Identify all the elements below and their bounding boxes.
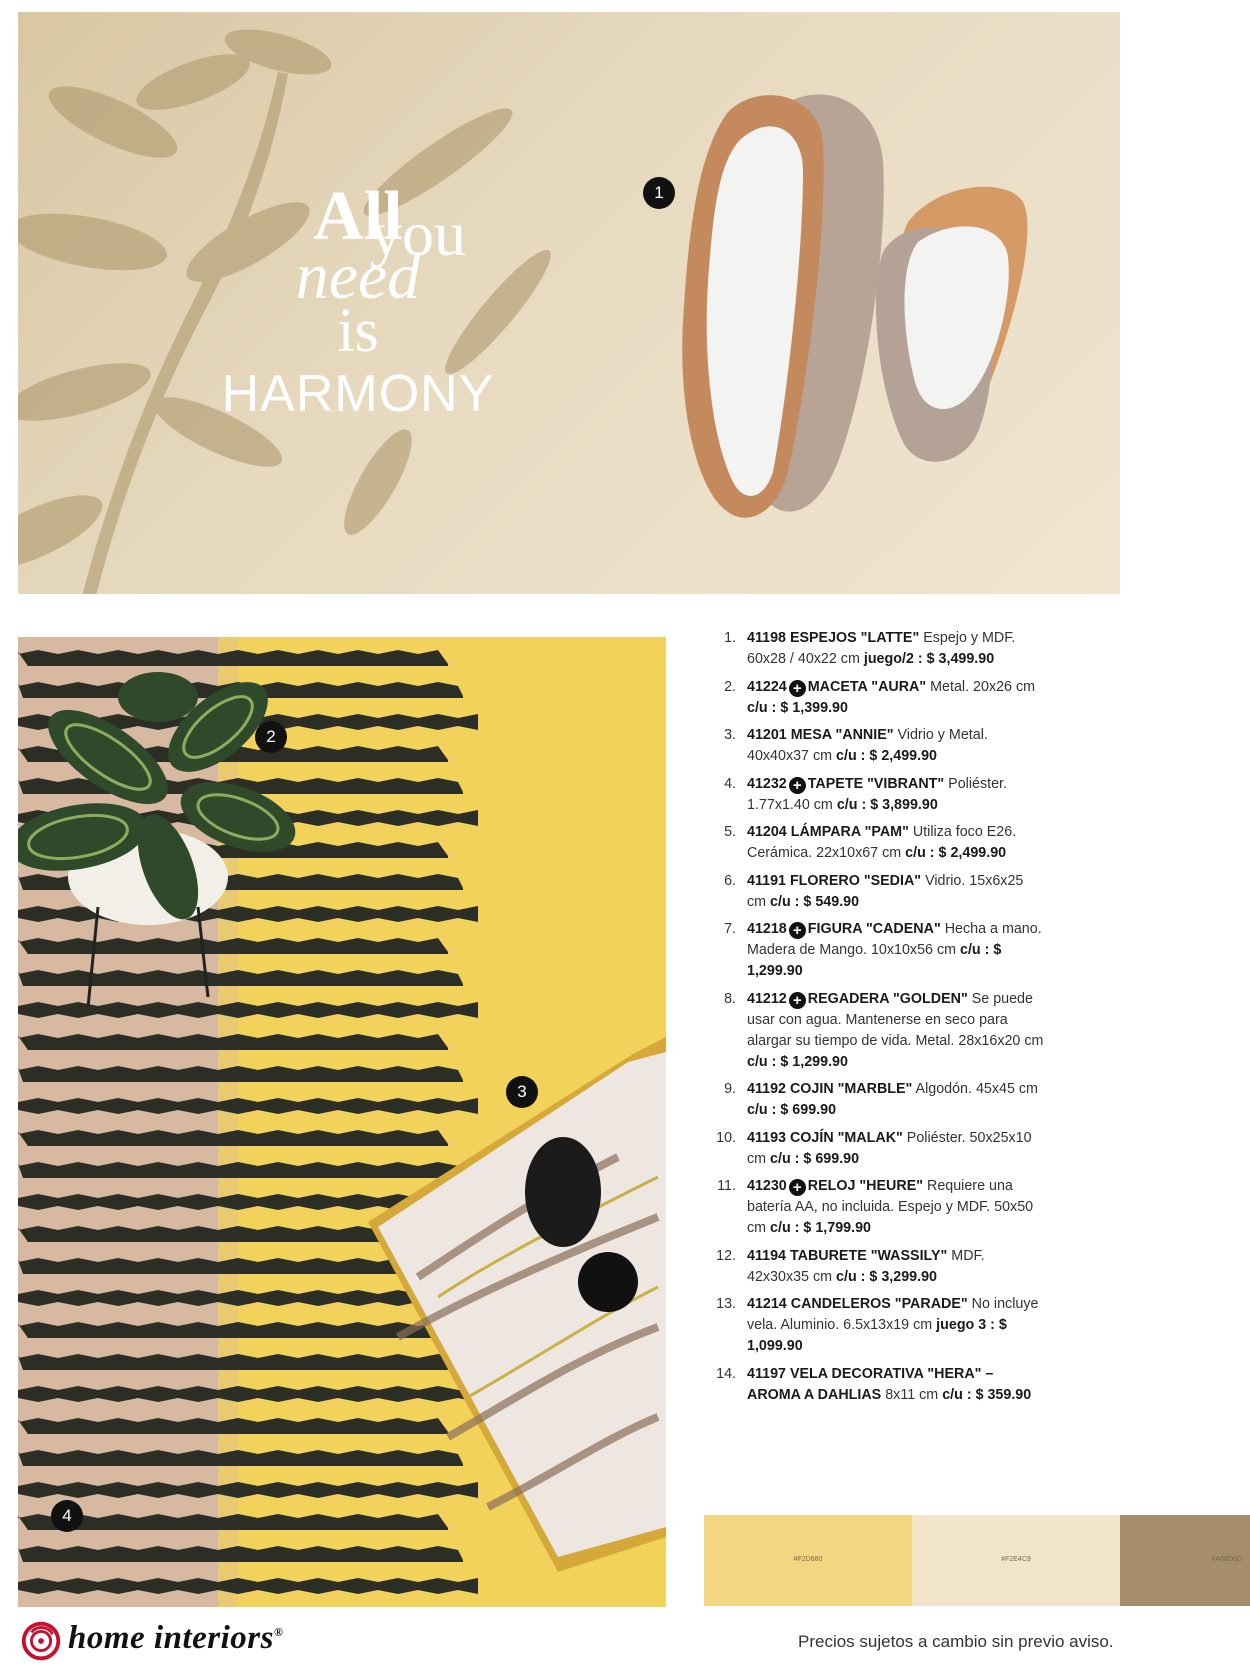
color-palette bbox=[704, 1515, 1250, 1606]
product-item bbox=[700, 822, 1045, 864]
product-number: 3. bbox=[724, 727, 736, 743]
price-label: c/u : bbox=[960, 942, 990, 958]
product-code: 41224 bbox=[747, 678, 787, 695]
product-price: $ 1,099.90 bbox=[747, 1317, 1007, 1354]
product-item bbox=[700, 1176, 1045, 1239]
product-item bbox=[700, 1364, 1045, 1406]
rug-stripe bbox=[18, 1386, 478, 1402]
product-name: LÁMPARA "PAM" bbox=[790, 824, 909, 840]
lifestyle-photo bbox=[18, 637, 666, 1607]
product-number: 6. bbox=[724, 872, 736, 889]
product-number: 13. bbox=[716, 1296, 736, 1312]
product-description: Espejo y MDF. 60x28 / 40x22 cm bbox=[747, 630, 1016, 667]
product-code: 41232 bbox=[747, 775, 787, 792]
hero-banner bbox=[18, 12, 1120, 594]
product-description: Hecha a mano. Madera de Mango. 10x10x56 cm bbox=[747, 921, 1042, 958]
product-number: 2. bbox=[724, 678, 736, 695]
product-item bbox=[700, 1294, 1045, 1357]
product-code: 41198 bbox=[747, 630, 786, 646]
product-code: 41204 bbox=[747, 824, 787, 840]
mirrors-image bbox=[678, 82, 1098, 552]
product-name: COJÍN "MALAK" bbox=[789, 1129, 903, 1146]
new-plus-icon: + bbox=[789, 680, 806, 697]
rug-stripe bbox=[18, 970, 463, 986]
swatch-label: #A68D6D bbox=[1211, 1556, 1242, 1563]
rug-stripe bbox=[18, 1098, 478, 1114]
price-label: c/u : bbox=[836, 1268, 866, 1285]
product-name: ESPEJOS "LATTE" bbox=[789, 630, 920, 646]
new-plus-icon: + bbox=[789, 777, 806, 794]
product-item bbox=[700, 871, 1045, 913]
product-price: $ 1,299.90 bbox=[780, 1053, 848, 1070]
price-label: c/u : bbox=[836, 796, 867, 813]
price-label: c/u : bbox=[747, 699, 777, 716]
product-description: No incluye vela. Aluminio. 6.5x13x19 cm bbox=[747, 1296, 1039, 1333]
product-description: Utiliza foco E26. Cerámica. 22x10x67 cm bbox=[747, 824, 1017, 861]
product-description: MDF. 42x30x35 cm bbox=[747, 1247, 985, 1285]
product-code: 41201 bbox=[747, 727, 787, 743]
item-marker-3: 3 bbox=[506, 1076, 538, 1108]
product-code: 41214 bbox=[747, 1296, 787, 1312]
product-item bbox=[700, 1079, 1045, 1121]
price-disclaimer: Precios sujetos a cambio sin previo aviso. bbox=[798, 1632, 1114, 1651]
hero-title bbox=[213, 178, 503, 423]
product-price: $ 549.90 bbox=[803, 893, 860, 910]
rug-stripe bbox=[18, 1066, 463, 1082]
product-code: 41218 bbox=[747, 921, 787, 937]
product-name: TABURETE "WASSILY" bbox=[789, 1247, 948, 1264]
product-description: Metal. 20x26 cm bbox=[930, 678, 1036, 695]
product-code: 41230 bbox=[747, 1178, 787, 1194]
title-you: you bbox=[370, 198, 466, 269]
title-is: is bbox=[337, 297, 379, 365]
price-label: c/u : bbox=[836, 748, 866, 764]
product-name: COJIN "MARBLE" bbox=[789, 1081, 913, 1097]
product-number: 7. bbox=[724, 921, 736, 937]
rug-stripe bbox=[18, 1450, 463, 1466]
rug-stripe bbox=[18, 1354, 463, 1370]
product-item bbox=[700, 774, 1045, 816]
title-harmony: HARMONY bbox=[221, 365, 495, 423]
product-name: MACETA "AURA" bbox=[807, 678, 927, 695]
item-marker-1: 1 bbox=[643, 177, 675, 209]
product-price: $ 1,399.90 bbox=[780, 699, 848, 716]
product-code: 41193 bbox=[747, 1129, 786, 1146]
swatch-yellow bbox=[704, 1515, 912, 1606]
product-description: Poliéster. 1.77x1.40 cm bbox=[747, 775, 1007, 813]
product-code: 41197 bbox=[747, 1365, 786, 1382]
item-marker-4: 4 bbox=[51, 1500, 83, 1532]
product-description: Se puede usar con agua. Mantenerse en seco para alargar su tiempo de vida. Metal. 28x16x20 cm bbox=[747, 990, 1044, 1049]
product-description: 8x11 cm bbox=[885, 1386, 939, 1403]
brand-wordmark bbox=[68, 1620, 283, 1657]
product-description: Algodón. 45x45 cm bbox=[915, 1081, 1038, 1097]
price-label: juego 3 : bbox=[936, 1317, 995, 1333]
price-label: c/u : bbox=[770, 1220, 800, 1236]
product-number: 5. bbox=[724, 824, 736, 840]
product-item bbox=[700, 725, 1045, 767]
rose-logo-icon bbox=[18, 1620, 66, 1662]
product-price: $ 2,499.90 bbox=[938, 845, 1007, 861]
product-name: MESA "ANNIE" bbox=[790, 727, 894, 743]
rug-stripe bbox=[18, 1162, 463, 1178]
product-number: 14. bbox=[716, 1365, 736, 1382]
item-marker-2: 2 bbox=[255, 721, 287, 753]
product-price: $ 699.90 bbox=[803, 1150, 860, 1167]
product-price: $ 3,499.90 bbox=[926, 651, 995, 667]
product-code: 41194 bbox=[747, 1247, 786, 1264]
product-price: $ 1,299.90 bbox=[747, 942, 1002, 979]
price-label: c/u : bbox=[770, 1150, 800, 1167]
product-code: 41191 bbox=[747, 872, 786, 889]
rug-stripe bbox=[18, 906, 478, 922]
product-number: 8. bbox=[724, 990, 736, 1007]
product-price: $ 359.90 bbox=[975, 1386, 1032, 1403]
product-name: CANDELEROS "PARADE" bbox=[790, 1296, 968, 1312]
product-number: 10. bbox=[716, 1129, 736, 1146]
product-name: RELOJ "HEURE" bbox=[807, 1178, 924, 1194]
product-name: TAPETE "VIBRANT" bbox=[807, 775, 945, 792]
product-number: 9. bbox=[724, 1081, 736, 1097]
product-name: FIGURA "CADENA" bbox=[807, 921, 941, 937]
product-price: $ 3,299.90 bbox=[869, 1268, 937, 1285]
product-item bbox=[700, 989, 1045, 1073]
swatch-label: #F2E4C9 bbox=[1001, 1556, 1031, 1563]
product-price: $ 699.90 bbox=[780, 1102, 837, 1118]
price-label: juego/2 : bbox=[863, 651, 923, 667]
new-plus-icon: + bbox=[789, 922, 806, 939]
new-plus-icon: + bbox=[789, 1179, 806, 1196]
product-item bbox=[700, 1246, 1045, 1288]
price-label: c/u : bbox=[747, 1053, 777, 1070]
brand-name: home interiors bbox=[68, 1620, 274, 1656]
product-name: REGADERA "GOLDEN" bbox=[807, 990, 968, 1007]
price-label: c/u : bbox=[905, 845, 935, 861]
product-number: 1. bbox=[724, 630, 736, 646]
product-name: VELA DECORATIVA "HERA" – AROMA A DAHLIAS bbox=[747, 1365, 994, 1403]
product-number: 11. bbox=[717, 1178, 736, 1194]
product-description: Vidrio. 15x6x25 cm bbox=[747, 872, 1024, 910]
product-number: 12. bbox=[716, 1247, 736, 1264]
rug-scene-graphic bbox=[18, 637, 666, 1607]
product-description: Poliéster. 50x25x10 cm bbox=[747, 1129, 1032, 1167]
price-label: c/u : bbox=[770, 893, 800, 910]
product-item bbox=[700, 628, 1045, 670]
product-description: Vidrio y Metal. 40x40x37 cm bbox=[747, 727, 988, 764]
product-code: 41192 bbox=[747, 1081, 786, 1097]
registered-mark: ® bbox=[273, 1625, 284, 1639]
new-plus-icon: + bbox=[789, 992, 806, 1009]
product-description: Requiere una batería AA, no incluida. Espejo y MDF. 50x50 cm bbox=[747, 1178, 1034, 1236]
product-list bbox=[700, 628, 1045, 1412]
price-label: c/u : bbox=[942, 1386, 972, 1403]
product-item bbox=[700, 677, 1045, 719]
product-item bbox=[700, 1128, 1045, 1170]
product-price: $ 3,899.90 bbox=[870, 796, 938, 813]
product-price: $ 2,499.90 bbox=[869, 748, 937, 764]
product-price: $ 1,799.90 bbox=[803, 1220, 871, 1236]
product-name: FLORERO "SEDIA" bbox=[789, 872, 922, 889]
swatch-cream bbox=[912, 1515, 1120, 1606]
swatch-label: #F2D680 bbox=[793, 1556, 823, 1563]
product-number: 4. bbox=[724, 775, 736, 792]
product-code: 41212 bbox=[747, 990, 787, 1007]
swatch-brown bbox=[1120, 1515, 1250, 1606]
rug-stripe bbox=[18, 1482, 478, 1498]
rug-stripe bbox=[18, 1578, 478, 1594]
title-need: need bbox=[295, 240, 421, 313]
product-item bbox=[700, 919, 1045, 982]
title-all: All bbox=[313, 178, 403, 255]
rug-stripe bbox=[18, 1546, 463, 1562]
price-label: c/u : bbox=[747, 1102, 777, 1118]
